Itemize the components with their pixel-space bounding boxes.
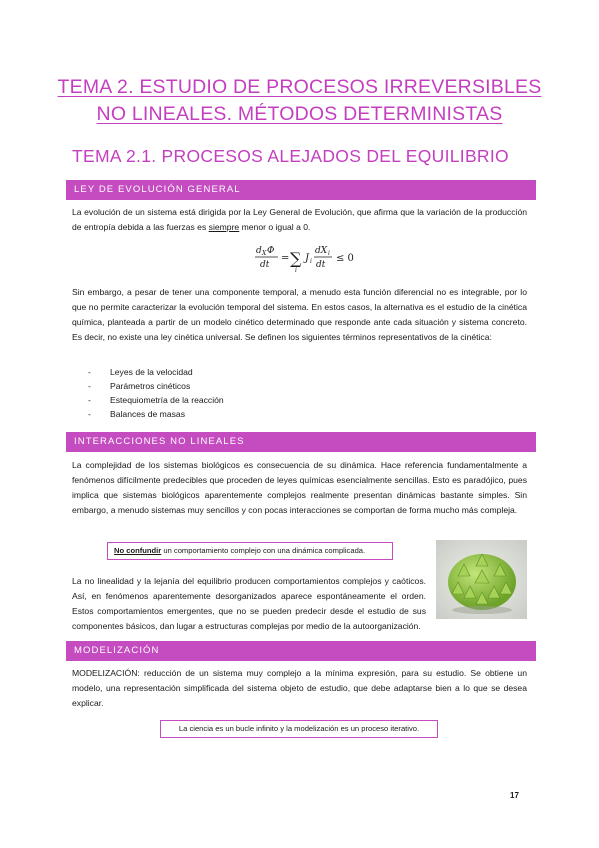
main-title-line-2: NO LINEALES. MÉTODOS DETERMINISTAS bbox=[96, 103, 503, 125]
note-bold: No confundir bbox=[114, 546, 162, 555]
page-number: 17 bbox=[510, 791, 519, 800]
ley-p1-after: menor o igual a 0. bbox=[239, 222, 311, 232]
note-box-no-confundir bbox=[107, 542, 393, 560]
romanesco-broccoli-image bbox=[436, 540, 527, 619]
list-item: - Balances de masas bbox=[88, 407, 224, 421]
formula-den1: dt bbox=[260, 260, 270, 270]
main-title-line-1: TEMA 2. ESTUDIO DE PROCESOS IRREVERSIBLES bbox=[57, 76, 542, 98]
formula-sum: ∑ bbox=[290, 249, 302, 268]
formula-le: ≤ 0 bbox=[336, 253, 354, 264]
list-item: - Estequiometría de la reacción bbox=[88, 393, 224, 407]
ley-p1-before: La evolución de un sistema está dirigida por la Ley General de Evolución, que afirma que la variación de la producción de entropía debida a las fuerzas es bbox=[72, 207, 527, 232]
main-title bbox=[40, 74, 559, 128]
note-rest: un comportamiento complejo con una dinámica complicada. bbox=[161, 546, 366, 555]
formula-den2: dt bbox=[316, 260, 326, 270]
kinetics-terms-list bbox=[88, 365, 224, 421]
formula-phi: Φ bbox=[267, 246, 275, 256]
entropy-formula bbox=[250, 241, 360, 275]
list-item: - Leyes de la velocidad bbox=[88, 365, 224, 379]
section-heading-ley: LEY DE EVOLUCIÓN GENERAL bbox=[66, 180, 536, 200]
modelizacion-text: : reducción de un sistema muy complejo a la mínima expresión, para su estudio. Se obtiene un modelo, una representación simplificada del sistema objeto de estudio, que debe adaptarse bien a lo que se desea explicar. bbox=[72, 668, 527, 708]
formula-J: J bbox=[305, 253, 310, 264]
formula-sum-index: i bbox=[295, 267, 297, 274]
formula-dX: dX bbox=[315, 246, 328, 256]
formula-subX: X bbox=[262, 250, 267, 257]
section-heading-modelizacion: MODELIZACIÓN bbox=[66, 641, 536, 661]
ley-paragraph-2: Sin embargo, a pesar de tener una componente temporal, a menudo esta función diferencial no es integrable, por lo que no permite caracterizar la evolución temporal del sistema. En estos casos, la alternativa es el estudio de la cinética química, planteada a partir de un modelo cinético determinado que responde ante cada situación y sistema concreto. Es decir, no existe una ley cinética universal. Se definen los siguientes términos representativos de la cinética: bbox=[72, 287, 527, 342]
ley-paragraph-1 bbox=[72, 205, 527, 235]
list-item: - Parámetros cinéticos bbox=[88, 379, 224, 393]
formula-eq: = bbox=[281, 253, 290, 264]
ley-p1-underlined: siempre bbox=[208, 222, 240, 232]
note-box-ciencia: La ciencia es un bucle infinito y la modelización es un proceso iterativo. bbox=[160, 720, 438, 738]
section-heading-interacciones: INTERACCIONES NO LINEALES bbox=[66, 432, 536, 452]
modelizacion-paragraph bbox=[72, 666, 527, 711]
formula-J-sub: i bbox=[310, 258, 312, 265]
subtitle: TEMA 2.1. PROCESOS ALEJADOS DEL EQUILIBRIO bbox=[72, 146, 509, 166]
modelizacion-label: MODELIZACIÓN bbox=[72, 668, 138, 678]
interacciones-paragraph-2: La no linealidad y la lejanía del equilibrio producen comportamientos complejos y caóticos. Así, en fenómenos aparentemente desorganizados aparece espontáneamente el orden. Estos comportamientos emergentes, que no se pueden predecir desde el estudio de sus componentes básicos, dan lugar a estructuras complejas por medio de la autoorganización. bbox=[72, 576, 426, 631]
formula-d1: d bbox=[256, 246, 262, 256]
interacciones-paragraph-1: La complejidad de los sistemas biológicos es consecuencia de su dinámica. Hace referencia fundamentalmente a fenómenos difícilmente predecibles que proceden de leyes químicas esencialmente sencillas. Esto es paradójico, pues implica que sistemas biológicos aparentemente complejos realmente presentan dinámicas bastante simples. Sin embargo, a menudo sistemas muy sencillos y con pocas interacciones se comportan de forma mucho más compleja. bbox=[72, 460, 527, 515]
formula-dX-sub: i bbox=[328, 250, 330, 257]
